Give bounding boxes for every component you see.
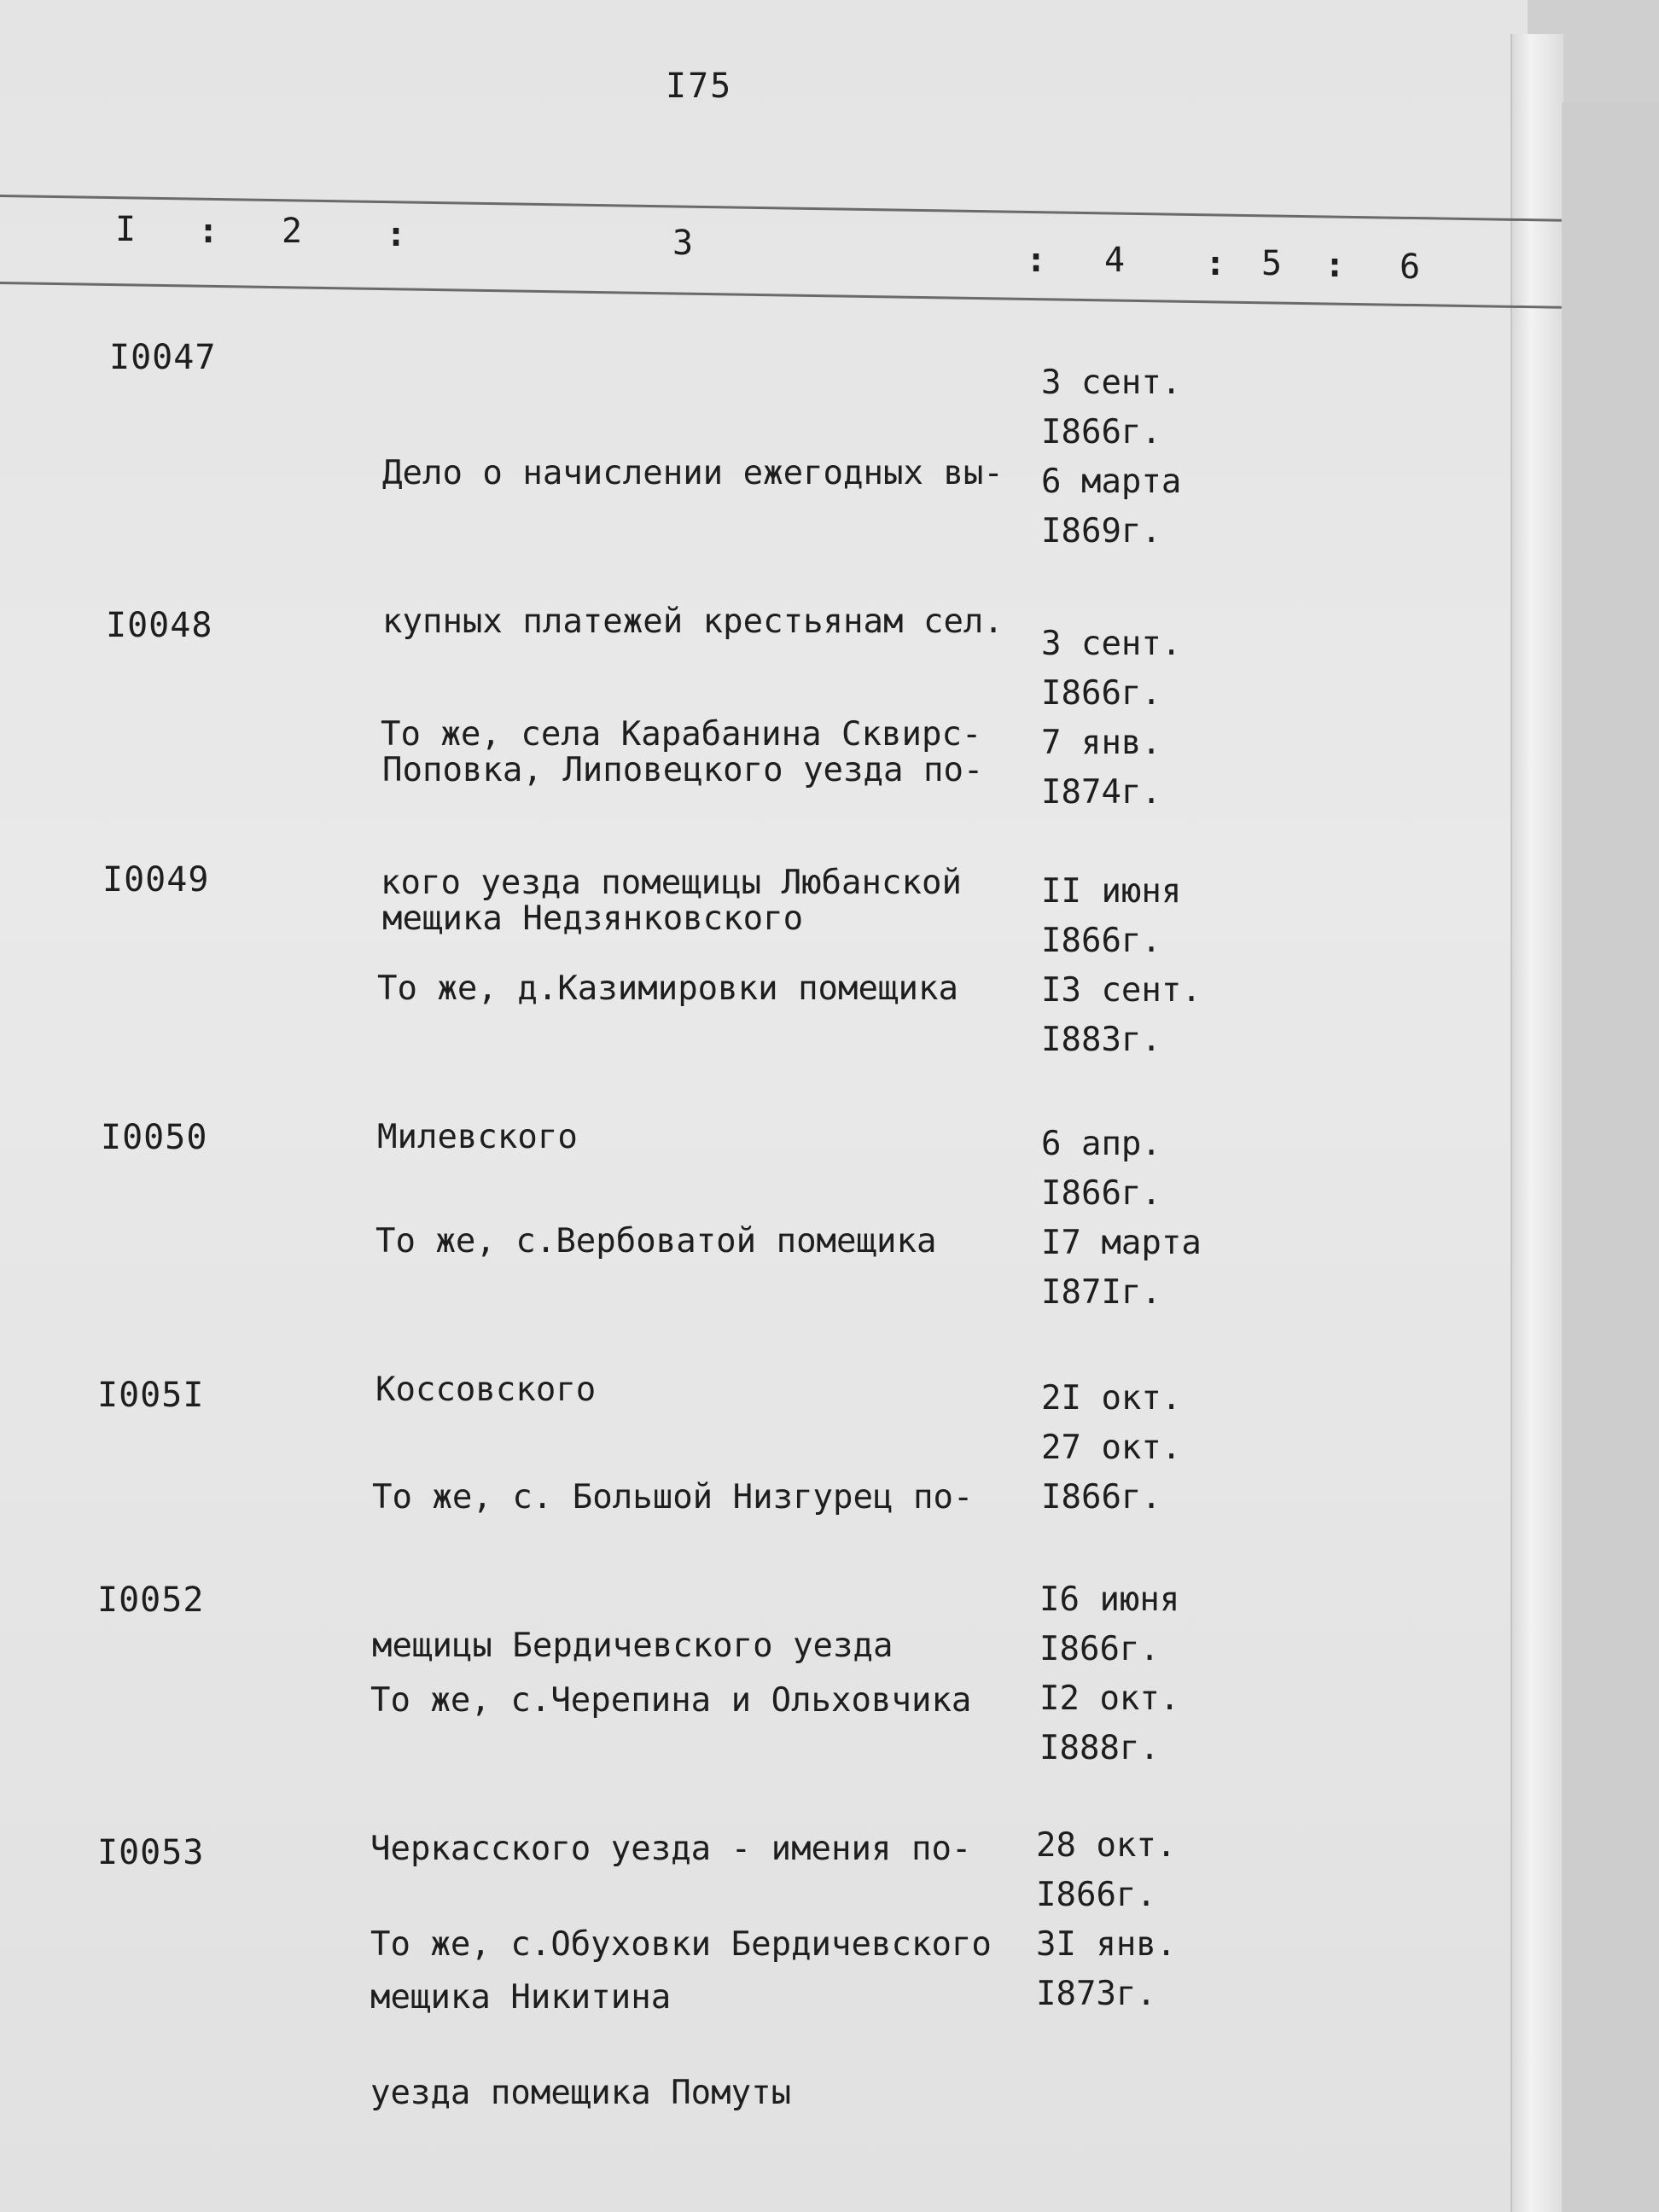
- entry-dates: 3 сент. I866г. 6 марта I869г.: [1041, 364, 1182, 550]
- entry-number: I0048: [106, 606, 213, 645]
- column-header-6: 6: [1400, 247, 1421, 287]
- column-separator: :: [1205, 244, 1226, 283]
- entry-number: I0049: [102, 860, 210, 899]
- entry-dates: 28 окт. I866г. 3I янв. I873г.: [1036, 1826, 1177, 2013]
- entry-number: I0053: [97, 1833, 205, 1872]
- column-separator: :: [386, 215, 407, 254]
- entry-number: I0047: [109, 338, 217, 377]
- entry-number: I005I: [97, 1376, 205, 1415]
- entry-description: Дело о начислении ежегодных вы- купных платежей крестьянам сел. Поповка, Липовецкого уезда по- мещика Недзянковского: [382, 454, 1004, 938]
- column-separator: :: [1324, 246, 1346, 285]
- column-header-1: I: [115, 210, 137, 249]
- entry-dates: 6 апр. I866г. I7 марта I87Iг.: [1041, 1125, 1202, 1312]
- entry-description: То же, с.Вербоватой помещика Коссовского: [375, 1222, 937, 1409]
- entry-dates: 2I окт. 27 окт. I866г.: [1041, 1379, 1182, 1516]
- entry-dates: I6 июня I866г. I2 окт. I888г.: [1039, 1580, 1180, 1767]
- page-stack-edge: [1511, 34, 1563, 2212]
- entry-description: То же, села Карабанина Сквирс- кого уезда помещицы Любанской: [381, 715, 982, 902]
- column-header-4: 4: [1104, 241, 1126, 280]
- entry-number: I0052: [97, 1580, 205, 1620]
- page-number: I75: [666, 67, 733, 106]
- column-header-3: 3: [672, 224, 694, 263]
- entry-description: То же, с.Обуховки Бердичевского уезда помещика Помуты: [370, 1925, 992, 2112]
- entry-description: То же, с. Большой Низгурец по- мещицы Бердичевского уезда: [372, 1478, 974, 1665]
- entry-dates: II июня I866г. I3 сент. I883г.: [1041, 872, 1202, 1059]
- column-header-2: 2: [282, 212, 303, 251]
- entry-dates: 3 сент. I866г. 7 янв. I874г.: [1041, 625, 1182, 812]
- background-edge: [1562, 102, 1659, 2212]
- entry-description: То же, с.Черепина и Ольховчика Черкасского уезда - имения по- мещика Никитина: [370, 1681, 972, 2017]
- column-header-5: 5: [1261, 244, 1283, 283]
- column-separator: :: [198, 212, 219, 251]
- column-separator: :: [1026, 241, 1047, 280]
- entry-description: То же, д.Казимировки помещика Милевского: [377, 969, 958, 1156]
- entry-number: I0050: [101, 1118, 208, 1157]
